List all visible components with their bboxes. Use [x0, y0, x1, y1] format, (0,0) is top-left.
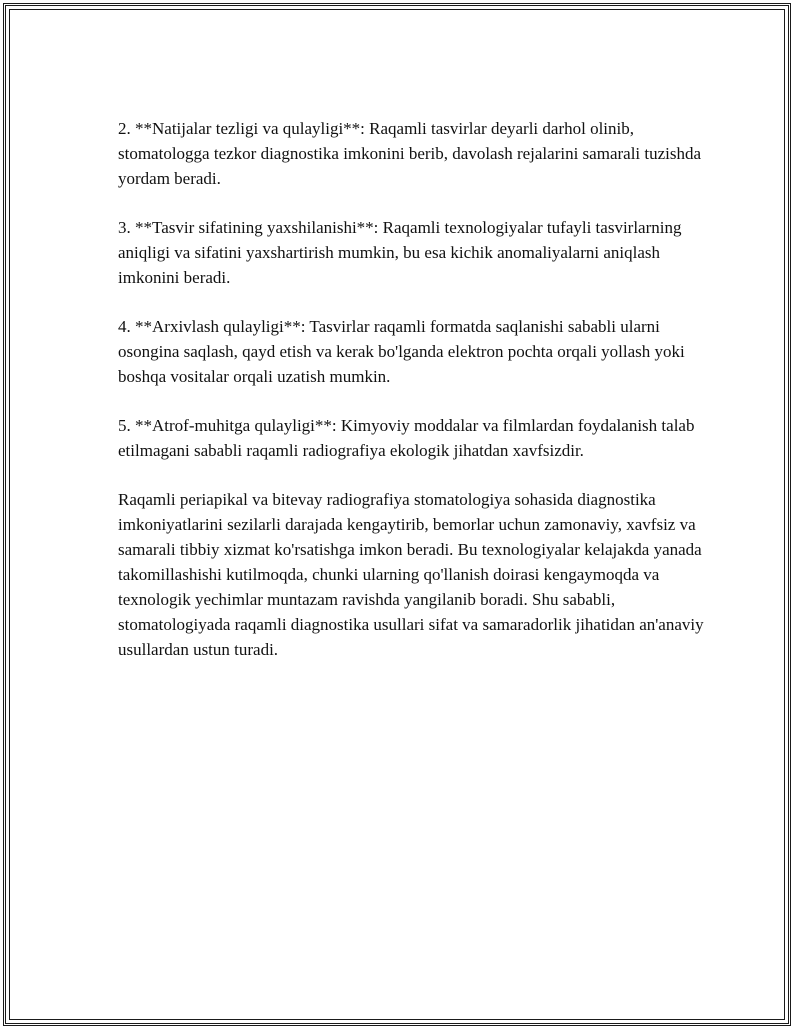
paragraph-environment: 5. **Atrof-muhitga qulayligi**: Kimyoviy moddalar va filmlardan foydalanish talab etilmagani sababli raqamli radiografiya ekologik jihatdan xavfsizdir. — [118, 416, 695, 460]
paragraph-archiving: 4. **Arxivlash qulayligi**: Tasvirlar raqamli formatda saqlanishi sababli ularni osongina saqlash, qayd etish va kerak bo'lganda elektron pochta orqali yollash yoki boshqa vositalar orqali uzatish mumkin. — [118, 317, 685, 386]
document-body — [118, 116, 708, 686]
paragraph-speed-convenience: 2. **Natijalar tezligi va qulayligi**: Raqamli tasvirlar deyarli darhol olinib, stomatologga tezkor diagnostika imkonini berib, davolash rejalarini samarali tuzishda yordam beradi. — [118, 119, 702, 188]
paragraph-image-quality: 3. **Tasvir sifatining yaxshilanishi**: Raqamli texnologiyalar tufayli tasvirlarning aniqligi va sifatini yaxshartirish mumkin, bu esa kichik anomaliyalarni aniqlash imkonini beradi. — [118, 218, 682, 287]
paragraph-conclusion: Raqamli periapikal va bitevay radiografiya stomatologiya sohasida diagnostika imkoniyatlarini sezilarli darajada kengaytirib, bemorlar uchun zamonaviy, xavfsiz va samarali tibbiy xizmat ko'rsatishga imkon beradi. Bu texnologiyalar kelajakda yanada takomillashishi kutilmoqda, chunki ularning qo'llanish doirasi kengaymoqda va texnologik yechimlar muntazam ravishda yangilanib boradi. Shu sababli, stomatologiyada raqamli diagnostika usullari sifat va samaradorlik jihatidan an'anaviy usullardan ustun turadi. — [118, 490, 704, 659]
